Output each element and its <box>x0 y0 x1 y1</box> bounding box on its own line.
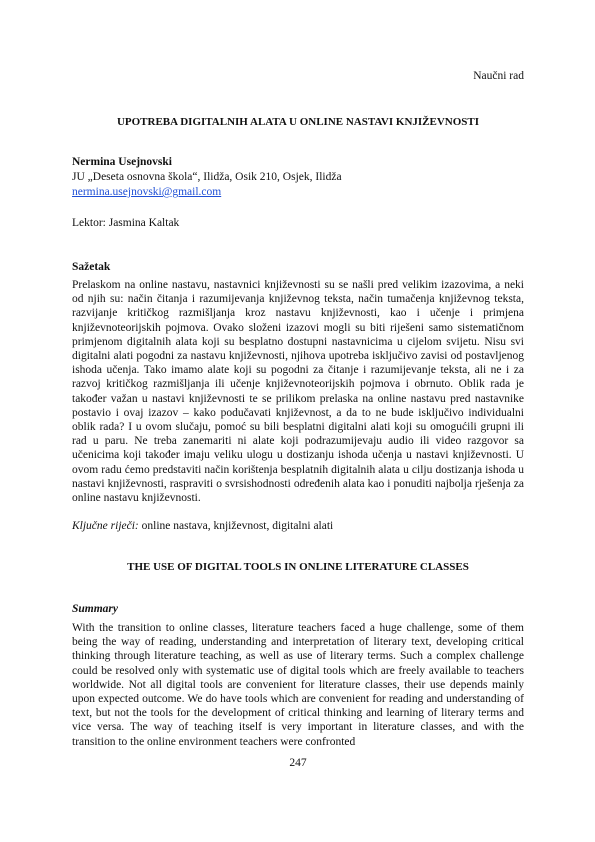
abstract-text: Prelaskom na online nastavu, nastavnici književnosti su se našli pred velikim izazovima, a neki od njih su: način čitanja i razumijevanja književnog teksta, način tumačenja književnog teksta, razvijanje kritičkog razmišljanja kroz nastavu književnosti, kao i učenje i primjena književnoteorijskih pojmova. Ovako složeni izazovi mogli su biti riješeni samo sistematičnom primjenom digitalnih alata koji su besplatno dostupni nastavnicima u cijelom svijetu. Nisu svi digitalni alati pogodni za nastavu književnosti, njihova upotreba isključivo zavisi od postavljenog ishoda učenja. Tako imamo alate koji su pogodni za čitanje i razumijevanje teksta, ali ne i za razvoj kritičkog razmišljanja ili učenje književnoteorijskih pojmova i obrnuto. Oblik rada je također važan u nastavi književnosti te se prilikom prelaska na online nastavu pred nastavnike postavio i ovaj izazov – kako podučavati književnost, a da to ne bude isključivo individualni oblik rada? I u ovom slučaju, pomoć su bili besplatni digitalni alati koji su omogućili grupni ili rad u paru. Ne treba zanemariti ni alate koji podrazumijevaju audio ili video razgovor sa učenicima koji također imaju veliku ulogu u dostizanju ishoda učenja u nastavi književnosti. U ovom radu ćemo predstaviti način korištenja besplatnih digitalnih alata u cilju dostizanja ishoda u nastavi književnosti, raspraviti o svrsishodnosti određenih alata kao i ponuditi najbolja rješenja za online nastavu književnosti. <box>72 279 524 505</box>
keywords-text: online nastava, književnost, digitalni alati <box>138 520 334 532</box>
lektor-line: Lektor: Jasmina Kaltak <box>72 217 180 229</box>
author-affiliation: JU „Deseta osnovna škola“, Ilidža, Osik 210, Osjek, Ilidža <box>72 171 342 183</box>
author-name: Nermina Usejnovski <box>72 156 172 168</box>
summary-heading: Summary <box>72 603 119 615</box>
keywords-label: Ključne riječi: <box>72 520 139 532</box>
abstract-heading: Sažetak <box>72 261 111 273</box>
document-page <box>72 0 524 842</box>
author-block <box>72 155 342 200</box>
paper-title-bosnian: UPOTREBA DIGITALNIH ALATA U ONLINE NASTAVI KNJIŽEVNOSTI <box>116 116 480 128</box>
author-email-link[interactable]: nermina.usejnovski@gmail.com <box>72 186 222 198</box>
keywords-line <box>72 520 333 532</box>
paper-type-label: Naučni rad <box>473 70 524 82</box>
paper-title-english: THE USE OF DIGITAL TOOLS IN ONLINE LITERATURE CLASSES <box>127 561 469 573</box>
summary-text: With the transition to online classes, literature teachers faced a huge challenge, some of them being the way of reading, understanding and interpretation of literary text, developing critical thinking through literature teaching, as well as use of literary terms. Such a complex challenge could be resolved only with systematic use of digital tools which are freely available to teachers worldwide. Not all digital tools are convenient for literature classes, their use depends mainly upon expected outcome. We do have tools which are convenient for reading and understanding of text, but not the tools for the development of critical thinking and learning of literary terms and vice versa. The way of teaching itself is very important in literature classes, and with the transition to the online environment teachers were confronted <box>72 622 524 748</box>
page-number: 247 <box>289 757 307 769</box>
